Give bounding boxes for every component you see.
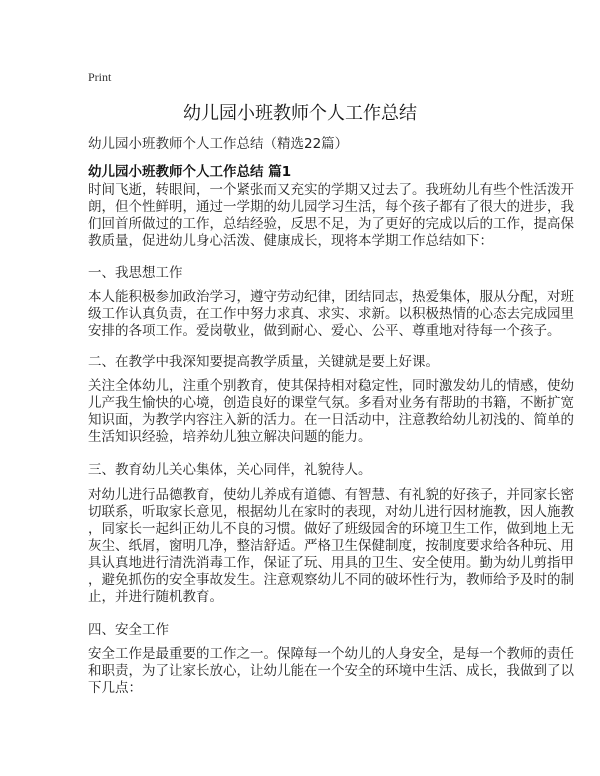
- text-line: ，同家长一起纠正幼儿不良的习惯。做好了班级园舍的环境卫生工作，做到地上无: [88, 521, 574, 537]
- intro-paragraph: [88, 182, 574, 250]
- section-heading: 幼儿园小班教师个人工作总结 篇1: [88, 164, 292, 180]
- section-1-heading: 一、我思想工作: [88, 265, 183, 281]
- text-line: 教质量，促进幼儿身心活泼、健康成长，现将本学期工作总结如下：: [88, 233, 493, 249]
- text-line: 本人能积极参加政治学习，遵守劳动纪律，团结同志，热爱集体，服从分配，对班: [88, 289, 574, 305]
- section-3-heading: 三、教育幼儿关心集体，关心同伴，礼貌待人。: [88, 462, 372, 478]
- text-line: 知识面，为教学内容注入新的活力。在一日活动中，注意教给幼儿初浅的、简单的: [88, 412, 574, 428]
- text-line: 止，并进行随机教育。: [88, 589, 223, 605]
- text-line: 对幼儿进行品德教育，使幼儿养成有道德、有智慧、有礼貌的好孩子，并同家长密: [88, 487, 574, 503]
- text-line: 们回首所做过的工作，总结经验，反思不足，为了更好的完成以后的工作，提高保: [88, 216, 574, 232]
- text-line: 切联系，听取家长意见，根据幼儿在家时的表现，对幼儿进行因材施教，因人施教: [88, 504, 574, 520]
- text-line: 生活知识经验，培养幼儿独立解决问题的能力。: [88, 429, 372, 445]
- print-link[interactable]: Print: [88, 70, 112, 84]
- section-3-paragraph: [88, 487, 574, 606]
- text-line: 级工作认真负责，在工作中努力求真、求实、求新。以积极热情的心态去完成园里: [88, 306, 574, 322]
- document-subtitle: 幼儿园小班教师个人工作总结（精选22篇）: [88, 136, 349, 152]
- text-line: 具认真地进行清洗消毒工作，保证了玩、用具的卫生、安全使用。勤为幼儿剪指甲: [88, 555, 574, 571]
- section-1-paragraph: [88, 289, 574, 340]
- text-line: 安全工作是最重要的工作之一。保障每一个幼儿的人身安全，是每一个教师的责任: [88, 646, 574, 662]
- text-line: ，避免抓伤的安全事故发生。注意观察幼儿不同的破坏性行为，教师给予及时的制: [88, 572, 574, 588]
- text-line: 时间飞逝，转眼间，一个紧张而又充实的学期又过去了。我班幼儿有些个性活泼开: [88, 182, 574, 198]
- text-line: 下几点：: [88, 680, 142, 696]
- text-line: 灰尘、纸屑，窗明几净，整洁舒适。严格卫生保健制度，按制度要求给各种玩、用: [88, 538, 574, 554]
- section-4-paragraph: [88, 646, 574, 697]
- text-line: 儿产我生愉快的心境，创造良好的课堂气氛。多看对业务有帮助的书籍，不断扩宽: [88, 395, 574, 411]
- text-line: 关注全体幼儿，注重个别教育，使其保持相对稳定性，同时激发幼儿的情感，使幼: [88, 378, 574, 394]
- text-line: 和职责，为了让家长放心，让幼儿能在一个安全的环境中生活、成长，我做到了以: [88, 663, 574, 679]
- section-2-paragraph: [88, 378, 574, 446]
- text-line: 朗，但个性鲜明，通过一学期的幼儿园学习生活，每个孩子都有了很大的进步，我: [88, 199, 574, 215]
- document-title: 幼儿园小班教师个人工作总结: [183, 103, 417, 124]
- section-4-heading: 四、安全工作: [88, 622, 169, 638]
- section-2-heading: 二、在教学中我深知要提高教学质量，关键就是要上好课。: [88, 354, 439, 370]
- text-line: 安排的各项工作。爱岗敬业，做到耐心、爱心、公平、尊重地对待每一个孩子。: [88, 323, 561, 339]
